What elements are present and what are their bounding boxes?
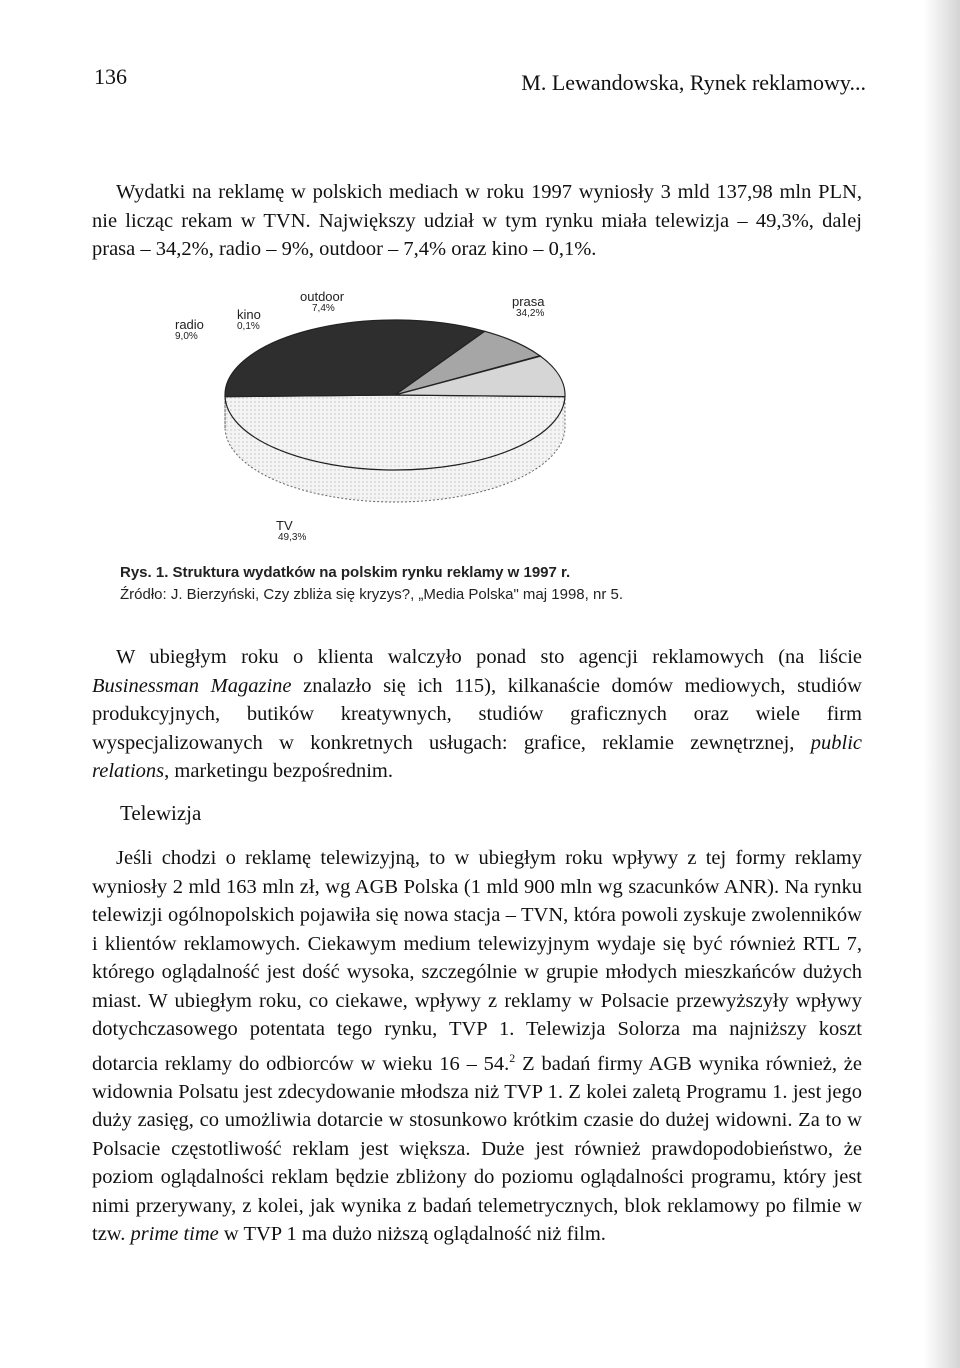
agencies-paragraph — [92, 643, 862, 786]
intro-paragraph — [92, 178, 862, 264]
pie-chart — [175, 285, 590, 555]
para2-italic-1: Businessman Magazine — [92, 674, 292, 697]
page-edge-shadow — [924, 0, 960, 1368]
footnote-marker: 2 — [509, 1050, 516, 1065]
para2-text-3: , marketingu bezpośrednim. — [164, 760, 393, 782]
slice-label-prasa — [512, 295, 545, 319]
outdoor-value: 7,4% — [312, 303, 335, 314]
outdoor-label: outdoor — [300, 289, 345, 304]
intro-text: Wydatki na reklamę w polskich mediach w roku 1997 wyniosły 3 mld 137,98 mln PLN, nie licząc rekam w TVN. Największy udział w tym rynku miała telewizja – 49,3%, dalej prasa – 34,2%, radio – 9%, outdoor – 7,4% oraz kino – 0,1%. — [92, 181, 862, 260]
para3-text-2: Z badań firmy AGB wynika również, że widownia Polsatu jest zdecydowanie młodsza niż TVP 1. Z kolei zaletą Programu 1. jest jego duży zasięg, co umożliwia dotarcie w stosunkowo krótkim czasie do dużej widowni. Za to w Polsacie częstotliwość reklam jest większa. Duże jest również prawdopodobieństwo, że poziom oglądalności reklam będzie zbliżony do poziomu oglądalności programu, który jest nimi przerywany, z kolei, jak wynika z badań telemetrycznych, blok reklamowy po filmie w tzw. — [92, 1052, 862, 1246]
figure-caption — [120, 562, 880, 606]
slice-label-outdoor — [300, 290, 344, 314]
page-header — [94, 64, 874, 104]
kino-label: kino — [237, 307, 261, 322]
tv-label: TV — [276, 518, 293, 533]
section-heading: Telewizja — [120, 801, 202, 825]
para3-italic: prime time — [130, 1223, 219, 1246]
slice-label-kino — [237, 308, 261, 332]
slice-label-tv — [276, 519, 306, 543]
para3-text-1: Jeśli chodzi o reklamę telewizyjną, to w ubiegłym roku wpływy z tej formy reklamy wyniosły 2 mld 163 mln zł, wg AGB Polska (1 mld 900 mln wg szacunków ANR). Na rynku telewizji ogólnopolskich pojawiła się nowa stacja – TVN, która powoli zyskuje zwolenników i klientów reklamowych. Ciekawym medium telewizyjnym wydaje się być również RTL 7, którego oglądalność jest dość wysoka, szczególnie w grupie młodych mieszkańców dużych miast. W ubiegłym roku, co ciekawe, wpływy z reklamy w Polsacie przewyższyły wpływy dotychczasowego potentata tego rynku, TVP 1. Telewizja Solorza ma najniższy koszt dotarcia reklamy do odbiorców w wieku 16 – 54. — [92, 847, 862, 1075]
television-paragraph — [92, 844, 862, 1249]
page-number: 136 — [94, 64, 127, 89]
prasa-value: 34,2% — [516, 308, 545, 319]
slice-label-radio — [175, 318, 204, 342]
para2-text-1: W ubiegłym roku o klienta walczyło ponad sto agencji reklamowych (na liście — [116, 646, 862, 668]
para2-text-2: znalazło się ich 115), kilkanaście domów mediowych, studiów produkcyjnych, butików kreatywnych, studiów graficznych oraz wiele firm wyspecjalizowanych w konkretnych usługach: grafice, reklamie zewnętrznej, — [92, 674, 862, 754]
tv-value: 49,3% — [278, 532, 307, 543]
radio-value: 9,0% — [175, 331, 198, 342]
kino-value: 0,1% — [237, 321, 260, 332]
prasa-label: prasa — [512, 294, 545, 309]
figure-source: Źródło: J. Bierzyński, Czy zbliża się kryzys?, „Media Polska" maj 1998, nr 5. — [120, 586, 623, 603]
para3-text-3: w TVP 1 ma dużo niższą oglądalność niż film. — [218, 1223, 606, 1246]
para2-italic-2: public relations — [92, 731, 862, 782]
running-title: M. Lewandowska, Rynek reklamowy... — [521, 70, 866, 95]
radio-label: radio — [175, 317, 204, 332]
figure-title: Rys. 1. Struktura wydatków na polskim rynku reklamy w 1997 r. — [120, 564, 571, 581]
